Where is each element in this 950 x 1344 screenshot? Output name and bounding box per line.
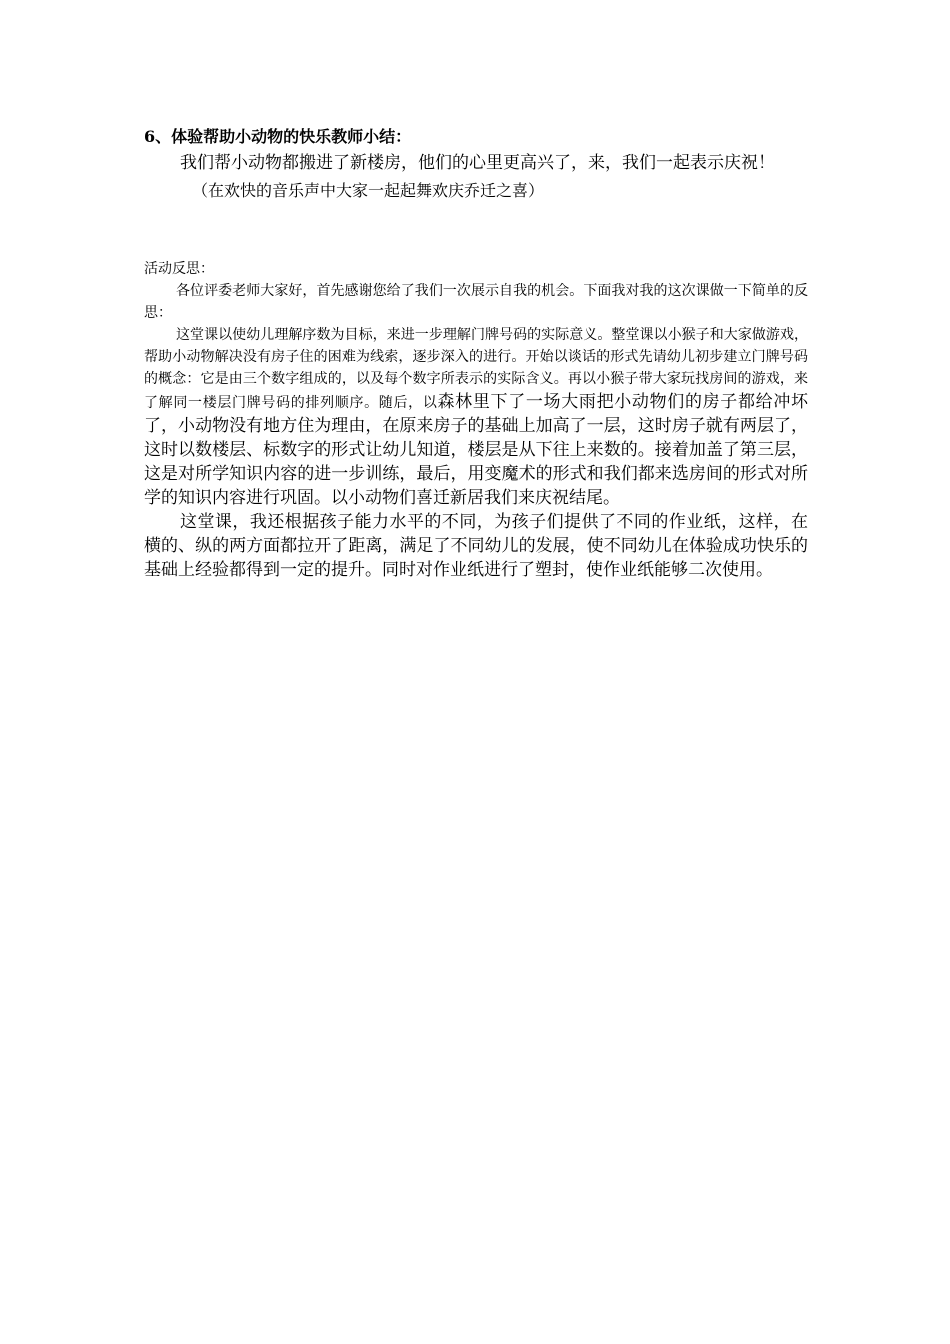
teacher-summary: 我们帮小动物都搬进了新楼房，他们的心里更高兴了，来，我们一起表示庆祝！ <box>180 153 775 173</box>
reflection-closing: 这堂课，我还根据孩子能力水平的不同，为孩子们提供了不同的作业纸，这样，在横的、纵的两方面都拉开了距离，满足了不同幼儿的发展，使不同幼儿在体验成功快乐的基础上经验都得到一定的提升。同时对作业纸进行了塑封，使作业纸能够二次使用。 <box>144 512 808 580</box>
document-content <box>144 124 808 582</box>
reflection-body-small: 这堂课以使幼儿理解序数为目标，来进一步理解门牌号码的实际意义。整堂课以小猴子和大家做游戏，帮助小动物解决没有房子住的困难为线索，逐步深入的进行。开始以谈话的形式先请幼儿初步建立门牌号码的概念：它是由三个数字组成的，以及每个数字所表示的实际含义。再以小猴子带大家玩找房间的游戏，来了解同一楼层门牌号码的排列顺序。随后，以 <box>144 327 808 411</box>
reflection-body <box>144 324 808 510</box>
stage-direction: （在欢快的音乐声中大家一起起舞欢庆乔迁之喜） <box>192 181 545 200</box>
reflection-body-large: 森林里下了一场大雨把小动物们的房子都给冲坏了，小动物没有地方住为理由，在原来房子的基础上加高了一层，这时房子就有两层了，这时以数楼层、标数字的形式让幼儿知道，楼层是从下往上来数的。接着加盖了第三层，这是对所学知识内容的进一步训练，最后，用变魔术的形式和我们都来选房间的形式对所学的知识内容进行巩固。以小动物们喜迁新居我们来庆祝结尾。 <box>144 392 808 508</box>
section-heading: 6、体验帮助小动物的快乐教师小结： <box>144 127 412 146</box>
reflection-title: 活动反思： <box>144 261 214 277</box>
reflection-intro: 各位评委老师大家好，首先感谢您给了我们一次展示自我的机会。下面我对我的这次课做一下简单的反思： <box>144 283 808 321</box>
